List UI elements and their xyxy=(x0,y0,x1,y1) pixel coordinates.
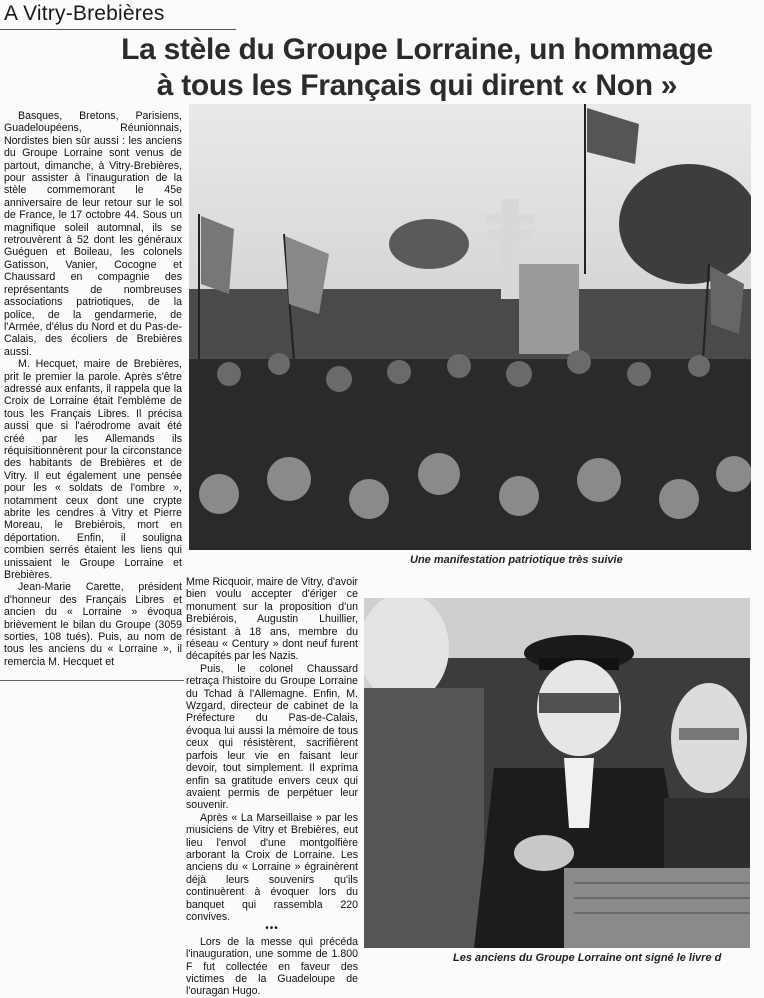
kicker-rule xyxy=(0,29,236,30)
paragraph: M. Hecquet, maire de Brebières, prit le premier la parole. Après s'être adressé aux enfants, il rappela que la Croix de Lorraine était l'emblème de tous les Français Libres. Il précisa aussi que si l'aérodrome avait été créé par les Allemands ils réquisitionnèrent pour la circonstance des habitants de Brebières et de Vitry. Il eut également une pensée pour les « soldats de l'ombre », notamment ceux dont une crypte abrite les cendres à Vitry et Pierre Moreau, le Brebiérois, mort en déportation. Enfin, il souligna combien serrés étaient les liens qui unissaient le Groupe Lorraine et Brebières. xyxy=(4,358,182,582)
kicker: A Vitry-Brebières xyxy=(4,2,165,25)
paragraph: Puis, le colonel Chaussard retraça l'histoire du Groupe Lorraine du Tchad à l'Allemagne. Enfin, M. Wzgard, directeur de cabinet de la Préfecture du Pas-de-Calais, évoqua lui aussi la mémoire de tous ceux qui résistèrent, sacrifièrent parfois leur vie en faisant leur devoir, tout simplement. Il exprima enfin sa gratitude envers ceux qui avaient permis de perpétuer leur souvenir. xyxy=(186,662,358,812)
article-column-2 xyxy=(186,576,358,998)
paragraph: Lors de la messe qui précéda l'inauguration, une somme de 1.800 F fut collectée en faveur des victimes de la Guadeloupe de l'ouragan Hugo. xyxy=(186,935,358,998)
paragraph: Basques, Bretons, Parisiens, Guadeloupéens, Réunionnais, Nordistes bien sûr aussi : les anciens du Groupe Lorraine sont venus de partout, dimanche, à Vitry-Brebières, pour assister à l'inauguration de la stèle commemorant le 45e anniversaire de leur retour sur le sol de France, le 17 octobre 44. Sous un magnifique soleil automnal, ils se retrouvèrent à 52 dont les généraux Guéguen et Boileau, les colonels Gatisson, Vanier, Cocogne et Chaussard en compagnie des représentants de nombreuses associations patriotiques, de la police, de la gendarmerie, de l'Armée, d'élus du Nord et du Pas-de-Calais, des écoliers de Brebières aussi. xyxy=(4,110,182,358)
ceremony-photo xyxy=(189,104,751,550)
paragraph: Mme Ricquoir, maire de Vitry, d'avoir bien voulu accepter d'ériger ce monument sur la proposition d'un Brebiérois, Augustin Lhuillier, résistant à 18 ans, membre du réseau « Century » dont neuf furent décapités par les Nazis. xyxy=(186,576,358,663)
headline xyxy=(70,32,764,104)
ceremony-photo-image xyxy=(189,104,751,550)
article-column-1 xyxy=(4,110,182,668)
veterans-photo xyxy=(364,598,750,948)
paragraph: Après « La Marseillaise » par les musiciens de Vitry et Brebières, eut lieu l'envol d'une montgolfière arborant la Croix de Lorraine. Les anciens du « Lorraine » égrainèrent déjà leurs souvenirs qu'ils continuèrent à évoquer lors du banquet qui rassembla 220 convives. xyxy=(186,811,358,923)
photo-caption-1: Une manifestation patriotique très suivie xyxy=(410,554,623,566)
paragraph: Jean-Marie Carette, président d'honneur des Français Libres et ancien du « Lorraine » évoqua brièvement le bilan du Groupe (3059 sorties, 108 tués). Puis, au nom de tous les anciens du « Lorraine », il remercia M. Hecquet et xyxy=(4,581,182,668)
column-divider xyxy=(0,680,184,681)
headline-line-1: La stèle du Groupe Lorraine, un hommage xyxy=(121,33,713,66)
veterans-photo-image xyxy=(364,598,750,948)
separator: ••• xyxy=(265,923,279,935)
photo-caption-2: Les anciens du Groupe Lorraine ont signé le livre d xyxy=(453,952,722,964)
headline-line-2: à tous les Français qui dirent « Non » xyxy=(156,69,678,102)
